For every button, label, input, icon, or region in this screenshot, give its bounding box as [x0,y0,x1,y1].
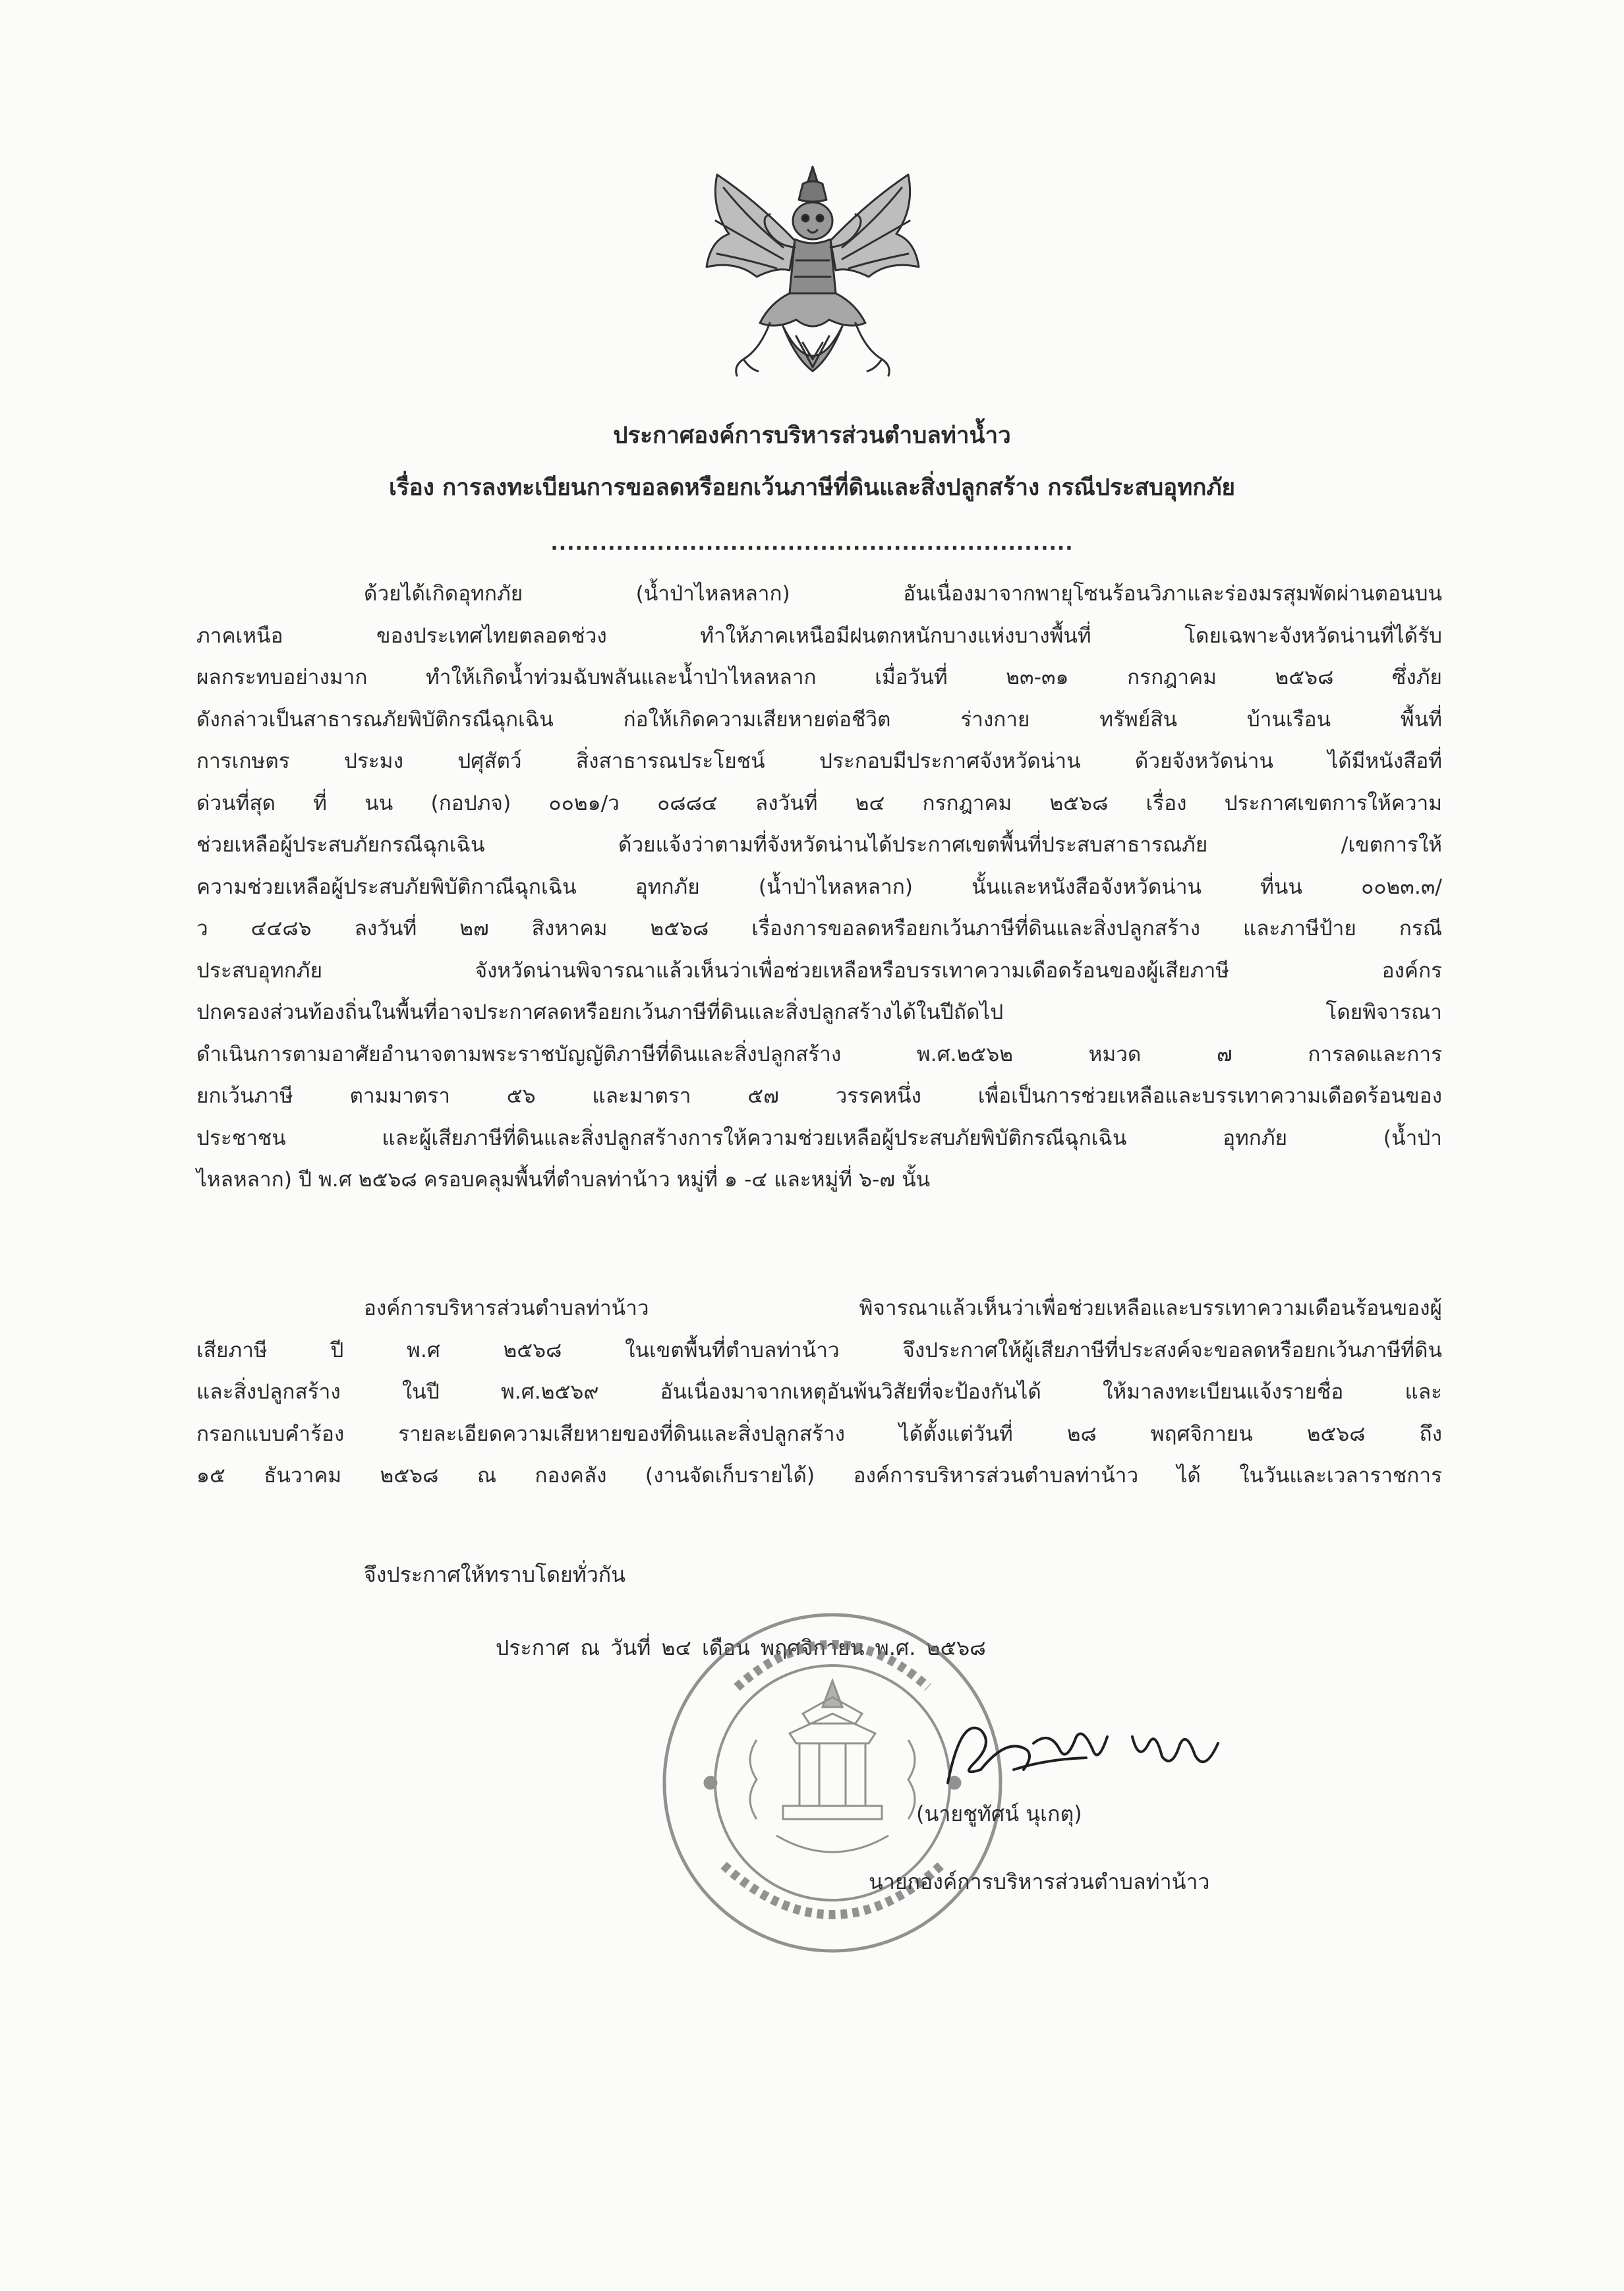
closing-statement: จึงประกาศให้ทราบโดยทั่วกัน [364,1562,626,1587]
signer-position: นายกองค์การบริหารส่วนตำบลท่าน้าว [869,1869,1210,1894]
paragraph-line: องค์การบริหารส่วนตำบลท่าน้าว พิจารณาแล้วเห็นว่าเพื่อช่วยเหลือและบรรเทาความเดือนร้อนของผู้ [364,1296,1442,1320]
paragraph-line: ความช่วยเหลือผู้ประสบภัยพิบัติกาณีฉุกเฉิน อุทกภัย (น้ำป่าไหลหลาก) นั้นและหนังสือจังหวัดน่าน ที่นน ๐๐๒๓.๓/ [196,875,1442,899]
paragraph-line: ยกเว้นภาษี ตามมาตรา ๕๖ และมาตรา ๕๗ วรรคหนึ่ง เพื่อเป็นการช่วยเหลือและบรรเทาความเดือดร้อนของ [196,1084,1442,1108]
paragraph-line: การเกษตร ประมง ปศุสัตว์ สิ่งสาธารณประโยชน์ ประกอบมีประกาศจังหวัดน่าน ด้วยจังหวัดน่าน ได้มีหนังสือที่ [196,749,1442,773]
announcement-date: ประกาศ ณ วันที่ ๒๔ เดือน พฤศจิกายน พ.ศ. ๒๕๖๘ [496,1635,986,1660]
paragraph-line: เสียภาษี ปี พ.ศ ๒๕๖๘ ในเขตพื้นที่ตำบลท่าน้าว จึงประกาศให้ผู้เสียภาษีที่ประสงค์จะขอลดหรือยกเว้นภาษีที่ดิน [196,1338,1442,1362]
garuda-emblem-icon [697,161,928,391]
paragraph-line: ประสบอุทกภัย จังหวัดน่านพิจารณาแล้วเห็นว่าเพื่อช่วยเหลือหรือบรรเทาความเดือดร้อนของผู้เสียภาษี องค์กร [196,958,1442,983]
signer-name: (นายชูทัศน์ นุเกตุ) [916,1801,1082,1826]
signature-icon [935,1691,1225,1809]
paragraph-line: ปกครองส่วนท้องถิ่นในพื้นที่อาจประกาศลดหรือยกเว้นภาษีที่ดินและสิ่งปลูกสร้างได้ในปีถัดไป โดยพิจารณา [196,1000,1442,1024]
paragraph-line: ด้วยได้เกิดอุทกภัย (น้ำป่าไหลหลาก) อันเนื่องมาจากพายุโซนร้อนวิภาและร่องมรสุมพัดผ่านตอนบน [364,582,1442,606]
paragraph-line: ว ๔๔๘๖ ลงวันที่ ๒๗ สิงหาคม ๒๕๖๘ เรื่องการขอลดหรือยกเว้นภาษีที่ดินและสิ่งปลูกสร้าง และภาษีป้าย กรณี [196,917,1442,941]
paragraph-line: ดังกล่าวเป็นสาธารณภัยพิบัติกรณีฉุกเฉิน ก่อให้เกิดความเสียหายต่อชีวิต ร่างกาย ทรัพย์สิน บ้านเรือน พื้นที่ [196,707,1442,732]
paragraph-line: ๑๕ ธันวาคม ๒๕๖๘ ณ กองคลัง (งานจัดเก็บรายได้) องค์การบริหารส่วนตำบลท่าน้าว ได้ ในวันและเวลาราชการ [196,1464,1442,1488]
paragraph-line: ผลกระทบอย่างมาก ทำให้เกิดน้ำท่วมฉับพลันและน้ำป่าไหลหลาก เมื่อวันที่ ๒๓-๓๑ กรกฎาคม ๒๕๖๘ ซึ่งภัย [196,666,1442,689]
paragraph-line: กรอกแบบคำร้อง รายละเอียดความเสียหายของที่ดินและสิ่งปลูกสร้าง ได้ตั้งแต่วันที่ ๒๘ พฤศจิกายน ๒๕๖๘ ถึง [196,1422,1442,1446]
announcement-subject: เรื่อง การลงทะเบียนการขอลดหรือยกเว้นภาษีที่ดินและสิ่งปลูกสร้าง กรณีประสบอุทกภัย [388,475,1236,501]
paragraph-line: ช่วยเหลือผู้ประสบภัยกรณีฉุกเฉิน ด้วยแจ้งว่าตามที่จังหวัดน่านได้ประกาศเขตพื้นที่ประสบสาธารณภัย /เขตการให้ [196,833,1442,857]
paragraph-line: ประชาชน และผู้เสียภาษีที่ดินและสิ่งปลูกสร้างการให้ความช่วยเหลือผู้ประสบภัยพิบัติกรณีฉุกเฉิน อุทกภัย (น้ำป่า [196,1126,1442,1150]
paragraph-line: และสิ่งปลูกสร้าง ในปี พ.ศ.๒๕๖๙ อันเนื่องมาจากเหตุอันพ้นวิสัยที่จะป้องกันได้ ให้มาลงทะเบียนแจ้งรายชื่อ และ [196,1380,1442,1404]
paragraph-line: ดำเนินการตามอาศัยอำนาจตามพระราชบัญญัติภาษีที่ดินและสิ่งปลูกสร้าง พ.ศ.๒๕๖๒ หมวด ๗ การลดและการ [196,1042,1442,1066]
announcement-title: ประกาศองค์การบริหารส่วนตำบลท่าน้ำว [613,422,1011,449]
separator-dots: ................................................................ [550,532,1074,555]
paragraph-2 [196,1288,1442,1497]
paragraph-1 [196,573,1442,1202]
paragraph-line: ด่วนที่สุด ที่ นน (กอปภจ) ๐๐๒๑/ว ๐๘๘๔ ลงวันที่ ๒๔ กรกฎาคม ๒๕๖๘ เรื่อง ประกาศเขตการให้ความ [196,791,1442,815]
paragraph-line: ไหลหลาก) ปี พ.ศ ๒๕๖๘ ครอบคลุมพื้นที่ตำบลท่าน้าว หมู่ที่ ๑ -๔ และหมู่ที่ ๖-๗ นั้น [196,1168,931,1192]
paragraph-line: ภาคเหนือ ของประเทศไทยตลอดช่วง ทำให้ภาคเหนือมีฝนตกหนักบางแห่งบางพื้นที่ โดยเฉพาะจังหวัดน่านที่ได้รับ [196,624,1442,648]
